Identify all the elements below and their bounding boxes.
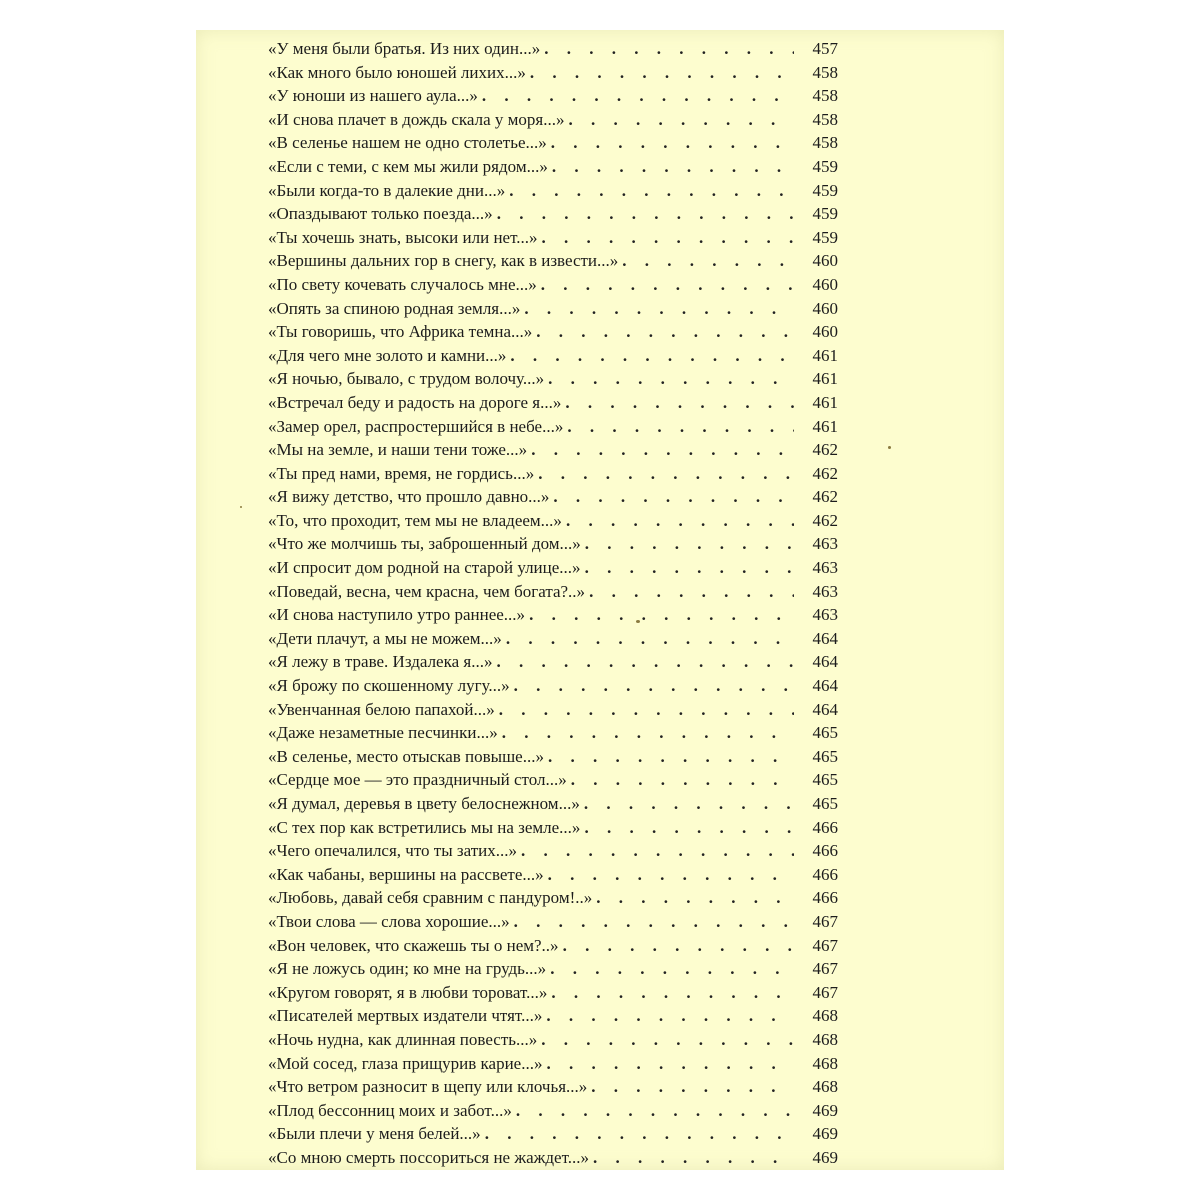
dot-leader (499, 698, 794, 722)
entry-title: «Писателей мертвых издатели чтят...» (268, 1006, 543, 1026)
entry-title: «В селенье, место отыскав повыше...» (268, 746, 544, 766)
entry-title: «Я не ложусь один; ко мне на грудь...» (268, 959, 547, 979)
entry-title: «Ты пред нами, время, не гордись...» (268, 463, 535, 483)
entry-title: «Кругом говорят, я в любви тороват...» (268, 982, 548, 1002)
entry-page-number: 458 (812, 109, 838, 129)
dot-leader (593, 1146, 794, 1170)
entry-page-number: 469 (812, 1124, 838, 1144)
entry-title: «У юноши из нашего аула...» (268, 86, 478, 106)
entry-title: «Опять за спиною родная земля...» (268, 298, 521, 318)
toc-entry (268, 1075, 838, 1099)
entry-title: «Ночь нудна, как длинная повесть...» (268, 1029, 538, 1049)
entry-title: «Ты хочешь знать, высоки или нет...» (268, 227, 538, 247)
toc-entry (268, 1122, 838, 1146)
entry-page-number: 462 (812, 510, 838, 530)
toc-entry (268, 556, 838, 580)
toc-entry (268, 532, 838, 556)
toc-entry (268, 603, 838, 627)
dot-leader (569, 108, 795, 132)
entry-page-number: 463 (812, 558, 838, 578)
toc-entry (268, 84, 838, 108)
dot-leader (516, 1099, 794, 1123)
entry-page-number: 469 (812, 1147, 838, 1167)
entry-page-number: 464 (812, 628, 838, 648)
entry-page-number: 463 (812, 605, 838, 625)
toc-entry (268, 108, 838, 132)
dot-leader (541, 1028, 794, 1052)
entry-title: «С тех пор как встретились мы на земле...» (268, 817, 581, 837)
toc-entry (268, 816, 838, 840)
entry-title: «Даже незаметные песчинки...» (268, 723, 498, 743)
entry-page-number: 461 (812, 369, 838, 389)
dot-leader (591, 1075, 794, 1099)
dot-leader (589, 580, 794, 604)
entry-page-number: 465 (812, 723, 838, 743)
dot-leader (531, 438, 794, 462)
dot-leader (514, 674, 794, 698)
entry-page-number: 467 (812, 935, 838, 955)
entry-page-number: 458 (812, 86, 838, 106)
toc-entry (268, 627, 838, 651)
toc-entry (268, 863, 838, 887)
entry-page-number: 462 (812, 463, 838, 483)
dot-leader (485, 1122, 794, 1146)
entry-page-number: 464 (812, 676, 838, 696)
paper-speck (240, 506, 242, 508)
dot-leader (566, 509, 794, 533)
entry-title: «Сердце мое — это праздничный стол...» (268, 770, 567, 790)
entry-page-number: 460 (812, 298, 838, 318)
entry-page-number: 463 (812, 581, 838, 601)
entry-page-number: 458 (812, 62, 838, 82)
dot-leader (509, 179, 794, 203)
dot-leader (530, 61, 794, 85)
entry-title: «Я лежу в траве. Издалека я...» (268, 652, 493, 672)
entry-title: «И снова плачет в дождь скала у моря...» (268, 109, 565, 129)
entry-page-number: 459 (812, 227, 838, 247)
dot-leader (546, 1004, 794, 1028)
dot-leader (541, 273, 794, 297)
dot-leader (536, 320, 794, 344)
entry-title: «Были плечи у меня белей...» (268, 1124, 481, 1144)
entry-page-number: 460 (812, 274, 838, 294)
toc-entry (268, 839, 838, 863)
dot-leader (622, 249, 794, 273)
dot-leader (529, 603, 794, 627)
dot-leader (510, 344, 794, 368)
entry-title: «Ты говоришь, что Африка темна...» (268, 322, 533, 342)
entry-title: «Были когда-то в далекие дни...» (268, 180, 506, 200)
dot-leader (584, 816, 794, 840)
entry-page-number: 468 (812, 1077, 838, 1097)
toc-entry (268, 462, 838, 486)
entry-page-number: 461 (812, 345, 838, 365)
dot-leader (506, 627, 794, 651)
toc-entry (268, 934, 838, 958)
toc-entry (268, 179, 838, 203)
entry-title: «То, что проходит, тем мы не владеем...» (268, 510, 562, 530)
toc-entry (268, 438, 838, 462)
toc-entry (268, 226, 838, 250)
toc-entry (268, 367, 838, 391)
toc-entry (268, 768, 838, 792)
entry-page-number: 463 (812, 534, 838, 554)
dot-leader (571, 768, 794, 792)
entry-title: «Опаздывают только поезда...» (268, 204, 493, 224)
entry-page-number: 468 (812, 1053, 838, 1073)
toc-entry (268, 131, 838, 155)
entry-title: «Вершины дальних гор в снегу, как в извести...» (268, 251, 619, 271)
dot-leader (551, 981, 794, 1005)
entry-title: «Как много было юношей лихих...» (268, 62, 526, 82)
entry-title: «Вон человек, что скажешь ты о нем?..» (268, 935, 559, 955)
toc-entry (268, 249, 838, 273)
entry-page-number: 462 (812, 440, 838, 460)
dot-leader (548, 863, 794, 887)
toc-entry (268, 37, 838, 61)
toc-entry (268, 1052, 838, 1076)
entry-page-number: 467 (812, 959, 838, 979)
toc-entry (268, 344, 838, 368)
toc-entry (268, 910, 838, 934)
dot-leader (496, 650, 794, 674)
entry-page-number: 459 (812, 204, 838, 224)
entry-title: «Как чабаны, вершины на рассвете...» (268, 864, 544, 884)
dot-leader (546, 1052, 794, 1076)
entry-title: «Если с теми, с кем мы жили рядом...» (268, 156, 548, 176)
entry-title: «Плод бессонниц моих и забот...» (268, 1100, 512, 1120)
entry-page-number: 466 (812, 864, 838, 884)
toc-entry (268, 650, 838, 674)
toc-entry (268, 391, 838, 415)
entry-page-number: 466 (812, 817, 838, 837)
entry-page-number: 460 (812, 251, 838, 271)
entry-title: «Дети плачут, а мы не можем...» (268, 628, 502, 648)
dot-leader (585, 532, 794, 556)
dot-leader (502, 721, 794, 745)
dot-leader (563, 934, 794, 958)
entry-title: «Любовь, давай себя сравним с пандуром!..» (268, 888, 593, 908)
entry-title: «Поведай, весна, чем красна, чем богата?..» (268, 581, 586, 601)
entry-page-number: 465 (812, 794, 838, 813)
entry-title: «Мы на земле, и наши тени тоже...» (268, 440, 528, 460)
entry-page-number: 459 (812, 156, 838, 176)
entry-title: «Твои слова — слова хорошие...» (268, 911, 510, 931)
entry-title: «Со мною смерть поссориться не жаждет...» (268, 1147, 589, 1167)
entry-title: «Чего опечалился, что ты затих...» (268, 841, 517, 861)
dot-leader (596, 886, 794, 910)
entry-page-number: 464 (812, 652, 838, 672)
toc-entry (268, 1146, 838, 1170)
entry-title: «Для чего мне золото и камни...» (268, 345, 507, 365)
dot-leader (550, 957, 794, 981)
entry-title: «Замер орел, распростершийся в небе...» (268, 416, 564, 436)
entry-page-number: 467 (812, 911, 838, 931)
entry-page-number: 468 (812, 1029, 838, 1049)
entry-title: «У меня были братья. Из них один...» (268, 39, 541, 58)
toc-entry (268, 155, 838, 179)
entry-title: «Мой сосед, глаза прищурив карие...» (268, 1053, 543, 1073)
entry-page-number: 465 (812, 770, 838, 790)
toc-entry (268, 415, 838, 439)
entry-page-number: 460 (812, 322, 838, 342)
toc-entry (268, 580, 838, 604)
entry-page-number: 464 (812, 699, 838, 719)
entry-title: «В селенье нашем не одно столетье...» (268, 133, 547, 153)
dot-leader (548, 367, 794, 391)
dot-leader (521, 839, 794, 863)
toc-entry (268, 674, 838, 698)
dot-leader (552, 155, 794, 179)
entry-title: «По свету кочевать случалось мне...» (268, 274, 537, 294)
entry-title: «Встречал беду и радость на дороге я...» (268, 392, 562, 412)
dot-leader (551, 131, 794, 155)
paper-speck (888, 446, 891, 449)
toc-entry (268, 297, 838, 321)
toc-entry (268, 202, 838, 226)
dot-leader (524, 297, 794, 321)
toc-entry (268, 273, 838, 297)
entry-page-number: 459 (812, 180, 838, 200)
entry-title: «Увенчанная белою папахой...» (268, 699, 495, 719)
toc-entry (268, 886, 838, 910)
toc-entry (268, 1004, 838, 1028)
entry-page-number: 466 (812, 841, 838, 861)
dot-leader (553, 485, 794, 509)
entry-title: «И снова наступило утро раннее...» (268, 605, 526, 625)
dot-leader (584, 792, 794, 816)
entry-page-number: 468 (812, 1006, 838, 1026)
entry-page-number: 469 (812, 1100, 838, 1120)
dot-leader (585, 556, 794, 580)
entry-page-number: 467 (812, 982, 838, 1002)
entry-title: «Я ночью, бывало, с трудом волочу...» (268, 369, 545, 389)
dot-leader (548, 745, 794, 769)
entry-page-number: 461 (812, 392, 838, 412)
toc-entry (268, 698, 838, 722)
toc-entry (268, 1099, 838, 1123)
toc-entry (268, 485, 838, 509)
entry-title: «Я вижу детство, что прошло давно...» (268, 487, 550, 507)
entry-page-number: 466 (812, 888, 838, 908)
dot-leader (497, 202, 794, 226)
entry-title: «Я брожу по скошенному лугу...» (268, 676, 510, 696)
toc-entry (268, 792, 838, 816)
dot-leader (567, 415, 794, 439)
toc-entry (268, 981, 838, 1005)
dot-leader (538, 462, 794, 486)
dot-leader (514, 910, 794, 934)
entry-page-number: 458 (812, 133, 838, 153)
entry-page-number: 465 (812, 746, 838, 766)
toc-entry (268, 320, 838, 344)
entry-page-number: 461 (812, 416, 838, 436)
toc-entry (268, 957, 838, 981)
toc-entry (268, 509, 838, 533)
toc-entry (268, 61, 838, 85)
dot-leader (565, 391, 794, 415)
entry-title: «Что ветром разносит в щепу или клочья...» (268, 1077, 588, 1097)
entry-title: «Что же молчишь ты, заброшенный дом...» (268, 534, 581, 554)
dot-leader (542, 226, 795, 250)
entry-page-number: 462 (812, 487, 838, 507)
dot-leader (482, 84, 794, 108)
entry-title: «Я думал, деревья в цвету белоснежном...» (268, 794, 580, 813)
toc-entry (268, 1028, 838, 1052)
entry-title: «И спросит дом родной на старой улице...» (268, 558, 581, 578)
toc-entry (268, 721, 838, 745)
dot-leader (544, 37, 794, 61)
entry-page-number: 457 (812, 39, 838, 58)
toc-entry (268, 745, 838, 769)
table-of-contents (268, 37, 838, 1170)
